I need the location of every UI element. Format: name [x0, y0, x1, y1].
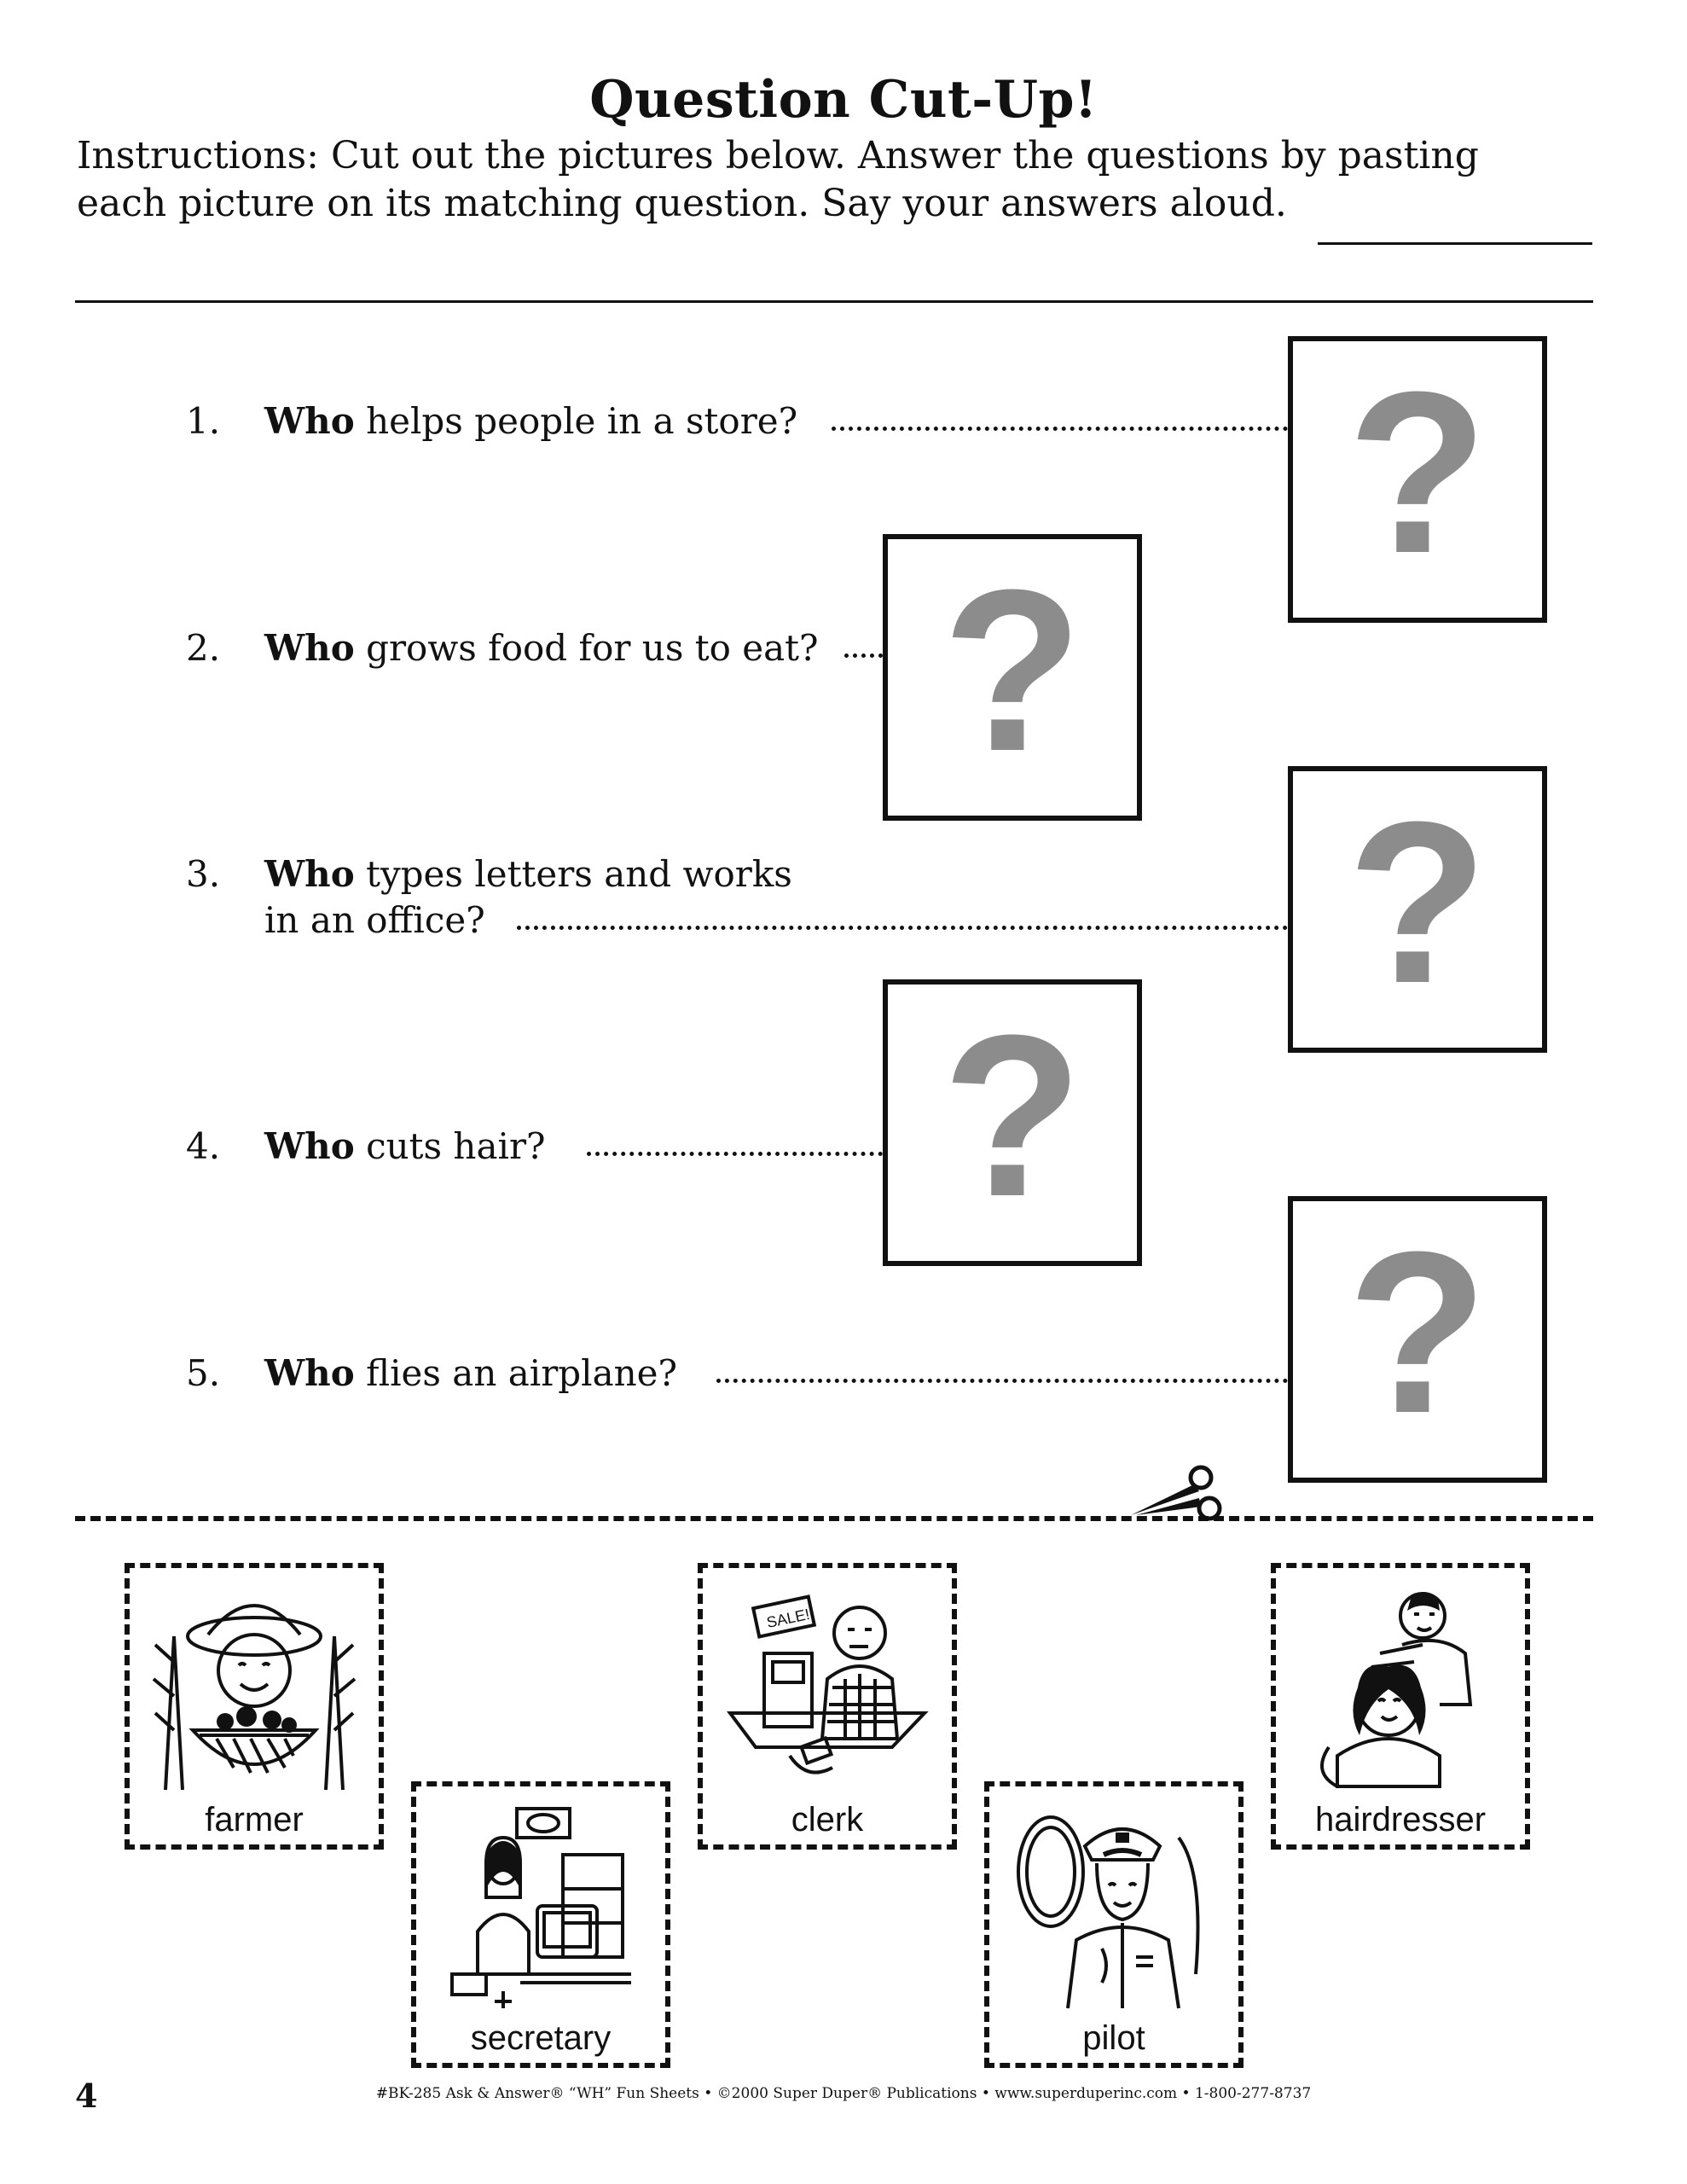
cutout-card-pilot[interactable]: [984, 1781, 1244, 2068]
card-label: pilot: [1082, 2019, 1145, 2057]
answer-blank-line[interactable]: [1318, 242, 1592, 245]
question-number: 4.: [186, 1125, 221, 1167]
hairdresser-picture-icon: [1295, 1585, 1506, 1793]
svg-text:?: ?: [1347, 369, 1488, 590]
svg-text:?: ?: [942, 1012, 1083, 1234]
cutout-card-clerk[interactable]: [698, 1563, 957, 1850]
answer-box-3[interactable]: [1288, 766, 1547, 1053]
scissors-icon: [1128, 1459, 1230, 1527]
cutout-card-hairdresser[interactable]: [1271, 1563, 1530, 1850]
answer-box-4[interactable]: [883, 979, 1142, 1266]
leader-dots-2: [844, 653, 883, 658]
question-text: Who helps people in a store?: [264, 400, 798, 442]
instructions-line-1: Instructions: Cut out the pictures below. Answer the questions by pasting: [77, 134, 1479, 177]
question-text: Who flies an airplane?: [264, 1352, 678, 1394]
question-number: 1.: [186, 400, 221, 442]
question-mark-icon: [1332, 799, 1503, 1020]
question-text-line-2: in an office?: [264, 899, 485, 941]
cut-line[interactable]: [75, 1516, 1593, 1521]
question-number: 3.: [186, 853, 221, 895]
question-text: Who cuts hair?: [264, 1125, 546, 1167]
question-text: Who types letters and works: [264, 853, 792, 895]
question-text: Who grows food for us to eat?: [264, 627, 819, 669]
farmer-picture-icon: [148, 1585, 360, 1793]
svg-text:?: ?: [942, 566, 1083, 788]
card-label: farmer: [205, 1801, 304, 1838]
leader-dots-4: [587, 1152, 883, 1156]
header-divider: [75, 300, 1593, 303]
clerk-picture-icon: [722, 1585, 933, 1793]
question-mark-icon: [927, 1012, 1098, 1234]
svg-text:?: ?: [1347, 799, 1488, 1020]
question-number: 5.: [186, 1352, 221, 1394]
instructions: [77, 132, 1612, 228]
worksheet-title: Question Cut-Up!: [589, 70, 1098, 130]
question-mark-icon: [927, 566, 1098, 788]
footer-credit: #BK-285 Ask & Answer® “WH” Fun Sheets • ©2000 Super Duper® Publications • www.superduperinc.com • 1-800-277-8737: [375, 2085, 1312, 2102]
question-mark-icon: [1332, 369, 1503, 590]
card-label: secretary: [470, 2019, 612, 2057]
pilot-picture-icon: [1008, 1804, 1220, 2012]
question-mark-icon: [1332, 1228, 1503, 1450]
cutout-card-farmer[interactable]: [125, 1563, 384, 1850]
leader-dots-1: [832, 427, 1288, 431]
svg-text:?: ?: [1347, 1228, 1488, 1450]
answer-box-5[interactable]: [1288, 1196, 1547, 1483]
answer-box-1[interactable]: [1288, 336, 1547, 623]
instructions-line-2: each picture on its matching question. Say your answers aloud.: [77, 182, 1287, 225]
answer-box-2[interactable]: [883, 534, 1142, 821]
card-label: clerk: [791, 1801, 864, 1838]
question-number: 2.: [186, 627, 221, 669]
cutout-card-secretary[interactable]: [411, 1781, 670, 2068]
leader-dots-5: [716, 1379, 1288, 1383]
secretary-picture-icon: [435, 1804, 646, 2012]
card-label: hairdresser: [1314, 1801, 1487, 1838]
leader-dots-3: [517, 926, 1288, 930]
page-number: 4: [75, 2077, 98, 2115]
svg-text:SALE!: SALE!: [765, 1605, 812, 1632]
